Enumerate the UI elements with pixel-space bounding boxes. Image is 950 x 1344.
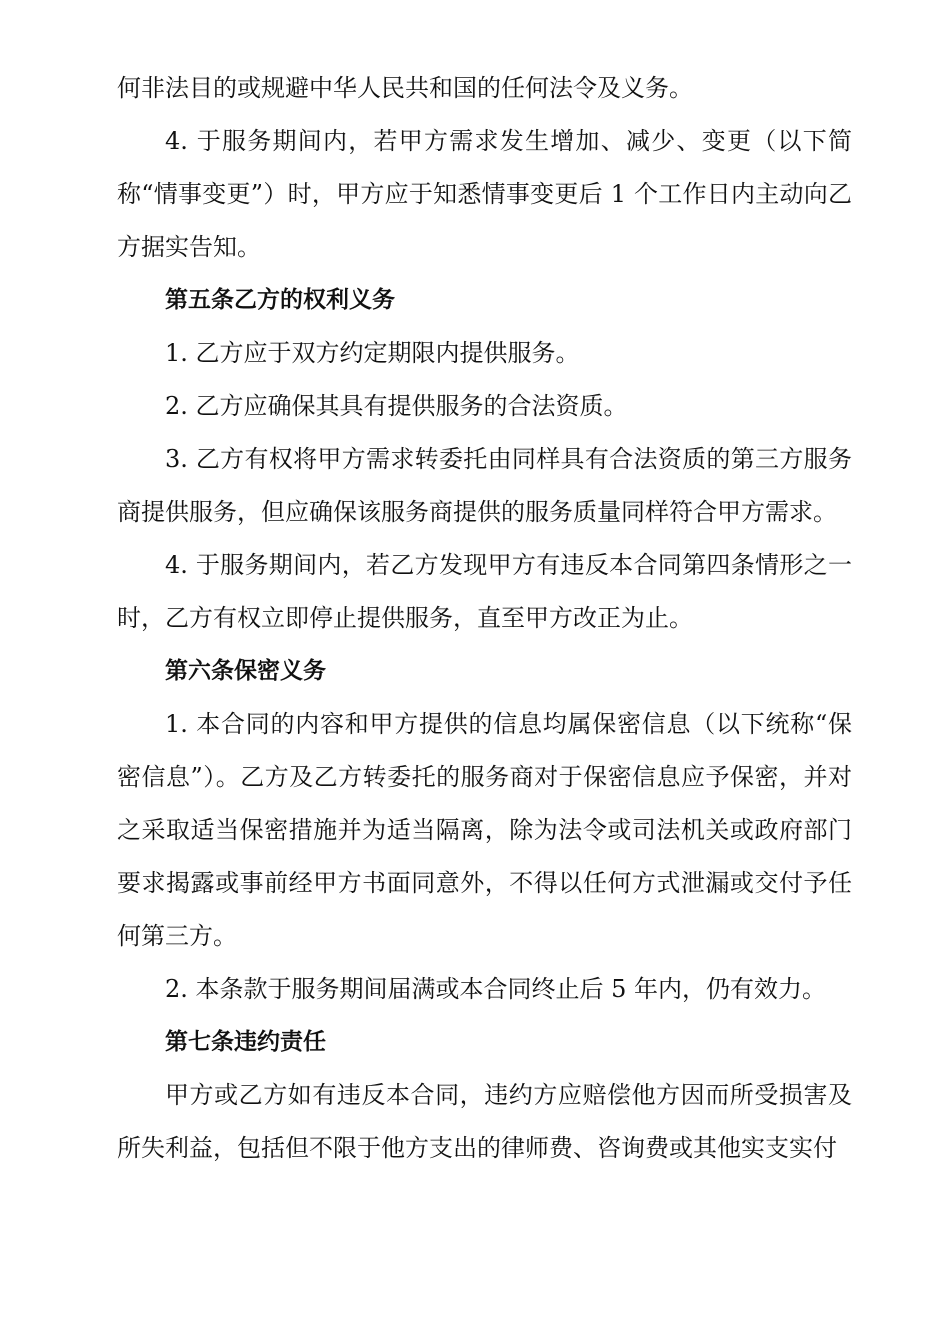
clause-4-4: 4. 于服务期间内，若甲方需求发生增加、减少、变更（以下简称“情事变更”）时，甲方应于知悉情事变更后 1 个工作日内主动向乙方据实告知。 (117, 127, 852, 261)
section-heading-article-7: 第七条违约责任 (165, 1029, 326, 1055)
section-heading-article-6: 第六条保密义务 (165, 658, 326, 684)
clause-7-body: 甲方或乙方如有违反本合同，违约方应赔偿他方因而所受损害及所失利益，包括但不限于他方支出的律师费、咨询费或其他实支实付 (117, 1081, 852, 1162)
clause-5-3: 3. 乙方有权将甲方需求转委托由同样具有合法资质的第三方服务商提供服务，但应确保该服务商提供的服务质量同样符合甲方需求。 (117, 445, 852, 526)
document-body (117, 62, 852, 1175)
clause-6-2: 2. 本条款于服务期间届满或本合同终止后 5 年内，仍有效力。 (165, 975, 827, 1003)
paragraph-continuation: 何非法目的或规避中华人民共和国的任何法令及义务。 (117, 74, 693, 102)
clause-6-1: 1. 本合同的内容和甲方提供的信息均属保密信息（以下统称“保密信息”）。乙方及乙方转委托的服务商对于保密信息应予保密，并对之采取适当保密措施并为适当隔离，除为法令或司法机关或政府部门要求揭露或事前经甲方书面同意外，不得以任何方式泄漏或交付予任何第三方。 (117, 710, 852, 950)
clause-5-1: 1. 乙方应于双方约定期限内提供服务。 (165, 339, 580, 367)
section-heading-article-5: 第五条乙方的权利义务 (165, 287, 395, 313)
clause-5-4: 4. 于服务期间内，若乙方发现甲方有违反本合同第四条情形之一时，乙方有权立即停止提供服务，直至甲方改正为止。 (117, 551, 852, 632)
clause-5-2: 2. 乙方应确保其具有提供服务的合法资质。 (165, 392, 628, 420)
